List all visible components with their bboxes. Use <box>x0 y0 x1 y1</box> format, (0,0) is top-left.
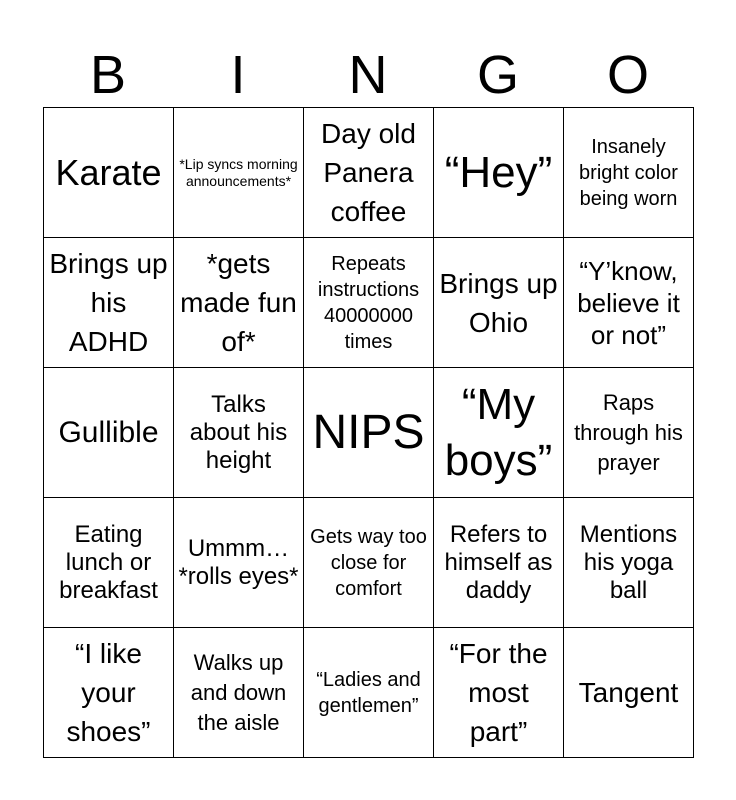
bingo-cell[interactable] <box>44 368 174 498</box>
bingo-cell[interactable] <box>434 108 564 238</box>
cell-text: Ummm… *rolls eyes* <box>178 534 299 590</box>
header-letter-g: G <box>476 45 519 105</box>
bingo-cell[interactable] <box>174 238 304 368</box>
header-letter-o: O <box>606 45 649 105</box>
bingo-cell[interactable] <box>564 238 694 368</box>
cell-text: Raps through his prayer <box>574 389 683 475</box>
cell-text: Gullible <box>58 416 159 449</box>
cell-text: Gets way too close for comfort <box>310 525 427 600</box>
header-letter-n: N <box>348 45 388 105</box>
cell-text: Refers to himself as daddy <box>444 520 553 604</box>
cell-text: Walks up and down the aisle <box>190 649 287 735</box>
cell-text: Brings up Ohio <box>439 267 558 338</box>
bingo-cell[interactable] <box>434 498 564 628</box>
cell-text: “My boys” <box>444 379 553 485</box>
bingo-cell[interactable] <box>434 368 564 498</box>
bingo-grid <box>43 107 694 758</box>
bingo-cell[interactable] <box>174 498 304 628</box>
bingo-cell[interactable] <box>304 628 434 758</box>
bingo-cell[interactable] <box>304 498 434 628</box>
bingo-cell[interactable] <box>174 368 304 498</box>
bingo-cell[interactable] <box>564 368 694 498</box>
cell-text: “Y’know, believe it or not” <box>577 255 680 350</box>
bingo-cell[interactable] <box>434 628 564 758</box>
bingo-cell[interactable] <box>174 628 304 758</box>
cell-text: “Hey” <box>444 147 553 197</box>
cell-text: Karate <box>55 151 162 193</box>
bingo-cell[interactable] <box>564 498 694 628</box>
cell-text: “I like your shoes” <box>66 638 151 747</box>
bingo-cell[interactable] <box>44 238 174 368</box>
bingo-header <box>43 42 693 108</box>
cell-text: *gets made fun of* <box>180 248 297 357</box>
cell-text: Day old Panera coffee <box>321 118 416 227</box>
bingo-cell[interactable] <box>564 108 694 238</box>
bingo-cell[interactable] <box>174 108 304 238</box>
bingo-cell[interactable] <box>434 238 564 368</box>
bingo-cell[interactable] <box>44 108 174 238</box>
bingo-cell[interactable] <box>304 238 434 368</box>
cell-text: Insanely bright color being worn <box>579 135 678 210</box>
cell-text: Eating lunch or breakfast <box>59 520 158 604</box>
cell-text: Mentions his yoga ball <box>579 520 678 604</box>
header-letter-b: B <box>89 45 127 105</box>
bingo-cell[interactable] <box>44 498 174 628</box>
bingo-cell[interactable] <box>44 628 174 758</box>
bingo-cell[interactable] <box>564 628 694 758</box>
cell-text: Brings up his ADHD <box>49 248 168 357</box>
cell-text: NIPS <box>312 405 425 459</box>
cell-text: Talks about his height <box>189 390 288 474</box>
cell-text: *Lip syncs morning announcements* <box>179 155 298 189</box>
cell-text: Repeats instructions 40000000 times <box>317 252 420 353</box>
cell-text: “For the most part” <box>449 638 548 747</box>
bingo-cell[interactable] <box>304 108 434 238</box>
bingo-cell[interactable] <box>304 368 434 498</box>
cell-text: Tangent <box>578 677 679 708</box>
cell-text: “Ladies and gentlemen” <box>316 668 421 717</box>
header-letter-i: I <box>230 45 246 105</box>
